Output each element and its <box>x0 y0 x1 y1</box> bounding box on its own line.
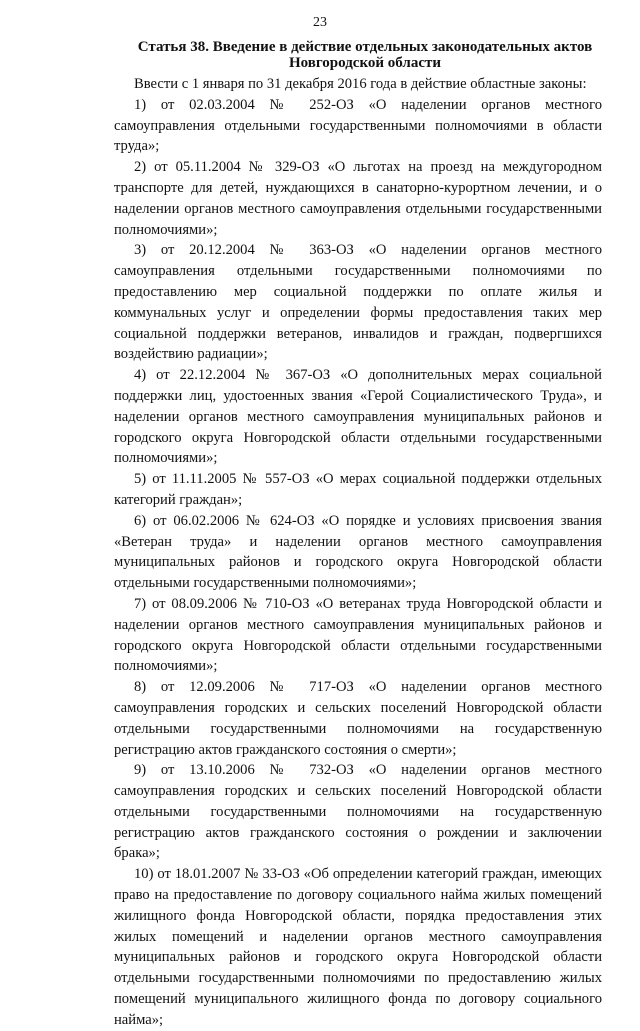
article-title-line-1: Статья 38. Введение в действие отдельных законодательных актов <box>137 39 593 55</box>
intro-paragraph: Ввести с 1 января по 31 декабря 2016 года в действие областные законы: <box>134 76 587 92</box>
page-number: 23 <box>313 15 327 30</box>
article-title-line-2: Новгородской области <box>288 55 442 71</box>
law-item-9: 9) от 13.10.2006 № 732-ОЗ «О наделении органов местного самоуправления городских и сельских поселений Новгородской области отдельными государственными полномочиями на государственную регистрацию актов гражданского состояния о рождении и заключении брака»; <box>114 762 602 862</box>
law-item-1: 1) от 02.03.2004 № 252-ОЗ «О наделении органов местного самоуправления отдельными государственными полномочиями в области труда»; <box>114 96 602 155</box>
law-item-5: 5) от 11.11.2005 № 557-ОЗ «О мерах социальной поддержки отдельных категорий граждан»; <box>114 471 602 508</box>
law-item-3: 3) от 20.12.2004 № 363-ОЗ «О наделении органов местного самоуправления отдельными государственными полномочиями по предоставлению мер социальной поддержки по оплате жилья и коммунальных услуг и определении формы предоставления таких мер социальной поддержки ветеранов, инвалидов и граждан, подвергшихся воздействию радиации»; <box>114 242 602 363</box>
law-item-8: 8) от 12.09.2006 № 717-ОЗ «О наделении органов местного самоуправления городских и сельских поселений Новгородской области отдельными государственными полномочиями на государственную регистрацию актов гражданского состояния о смерти»; <box>114 679 602 758</box>
article-title <box>130 39 600 71</box>
law-item-2: 2) от 05.11.2004 № 329-ОЗ «О льготах на проезд на междугородном транспорте для детей, нуждающихся в санаторно-курортном лечении, и о наделении органов местного самоуправления отдельными государственными полномочиями»; <box>114 159 602 238</box>
law-item-10: 10) от 18.01.2007 № 33-ОЗ «Об определении категорий граждан, имеющих право на предоставление по договору социального найма жилых помещений жилищного фонда Новгородской области, порядка предоставления этих жилых помещений и наделении органов местного самоуправления муниципальных районов и городского округа Новгородской области отдельными государственными полномочиями по предоставлению жилых помещений муниципального жилищного фонда по договору социального найма»; <box>114 866 602 1028</box>
law-item-4: 4) от 22.12.2004 № 367-ОЗ «О дополнительных мерах социальной поддержки лиц, удостоенных звания «Герой Социалистического Труда», и наделении органов местного самоуправления муниципальных районов и городского округа Новгородской области отдельными государственными полномочиями»; <box>114 367 602 467</box>
law-item-7: 7) от 08.09.2006 № 710-ОЗ «О ветеранах труда Новгородской области и наделении органов местного самоуправления муниципальных районов и городского округа Новгородской области отдельными государственными полномочиями»; <box>114 595 602 675</box>
article-body <box>114 74 602 1031</box>
law-item-6: 6) от 06.02.2006 № 624-ОЗ «О порядке и условиях присвоения звания «Ветеран труда» и наделении органов местного самоуправления муниципальных районов и городского округа Новгородской области отдельными государственными полномочиями»; <box>114 512 602 592</box>
